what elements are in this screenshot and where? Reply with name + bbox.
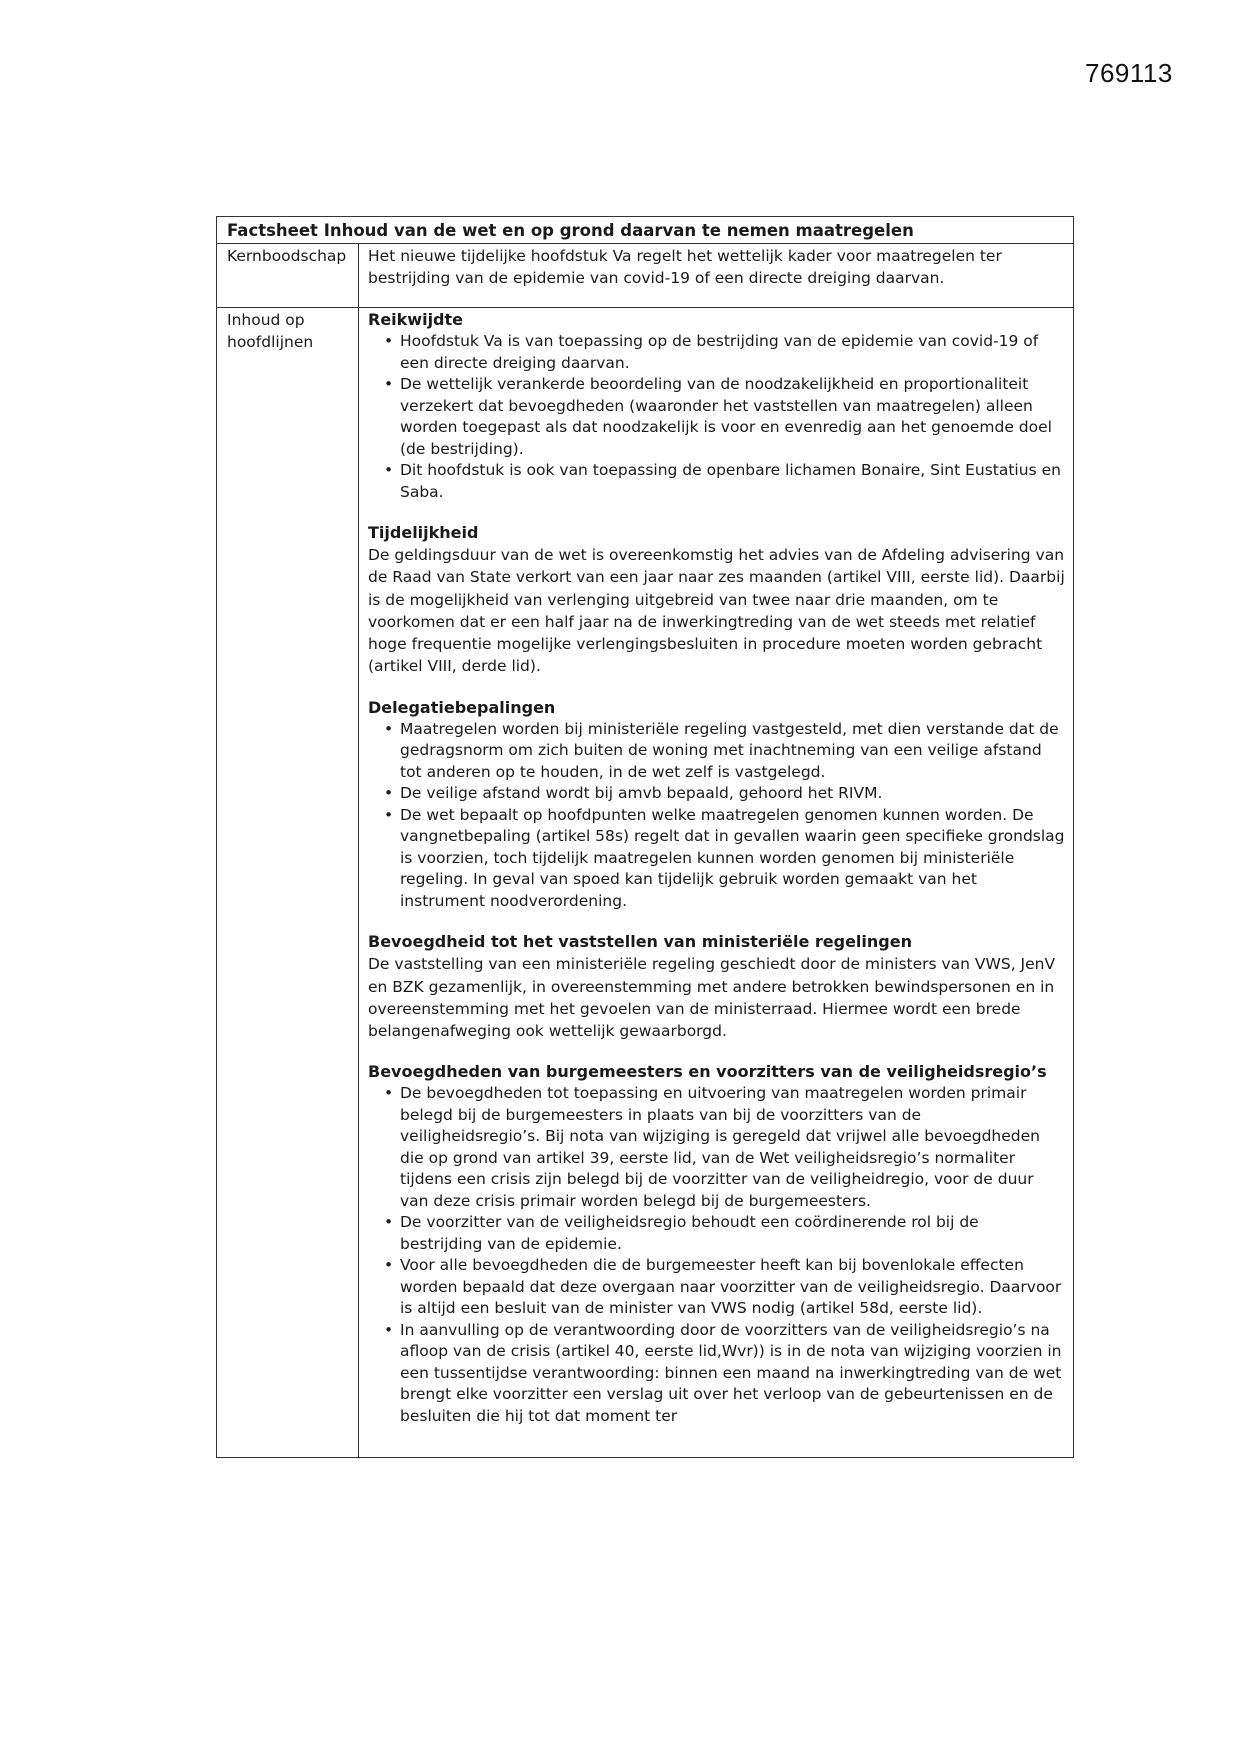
section-heading: Delegatiebepalingen	[368, 697, 556, 717]
list-item: • De wet bepaalt op hoofdpunten welke maatregelen genomen kunnen worden. De vangnetbepaling (artikel 58s) regelt dat in gevallen waarin geen specifieke grondslag is voorzien, toch tijdelijk maatregelen kunnen worden genomen bij ministeriële regeling. In geval van spoed kan tijdelijk gebruik worden gemaakt van het instrument noodverordening.	[368, 805, 1065, 913]
list-item: • Maatregelen worden bij ministeriële regeling vastgesteld, met dien verstande dat de gedragsnorm om zich buiten de woning met inachtneming van een veilige afstand tot anderen op te houden, in de wet zelf is vastgelegd.	[368, 719, 1065, 784]
section-heading: Reikwijdte	[368, 310, 463, 329]
bullet-list	[368, 1083, 1065, 1427]
paragraph: De geldingsduur van de wet is overeenkomstig het advies van de Afdeling advisering van de Raad van State verkort van een jaar naar zes maanden (artikel VIII, eerste lid). Daarbij is de mogelijkheid van verlenging uitgebreid van twee naar drie maanden, om te voorkomen dat er een half jaar na de inwerkingtreding van de wet steeds met relatief hoge frequentie mogelijke verlengingsbesluiten in procedure moeten worden gebracht (artikel VIII, derde lid).	[368, 546, 1065, 676]
section-reikwijdte	[368, 309, 1065, 503]
list-item: • Dit hoofdstuk is ook van toepassing de openbare lichamen Bonaire, Sint Eustatius en Saba.	[368, 460, 1065, 503]
factsheet-title: Factsheet Inhoud van de wet en op grond daarvan te nemen maatregelen	[227, 221, 914, 240]
list-item: • Hoofdstuk Va is van toepassing op de bestrijding van de epidemie van covid-19 of een directe dreiging daarvan.	[368, 331, 1065, 374]
kernboodschap-label: Kernboodschap	[217, 244, 359, 307]
bullet-list	[368, 331, 1065, 503]
kernboodschap-row	[217, 243, 1073, 307]
inhoud-content	[359, 308, 1073, 1457]
bullet-list	[368, 719, 1065, 913]
list-item: • Voor alle bevoegdheden die de burgemeester heeft kan bij bovenlokale effecten worden bepaald dat deze overgaan naar voorzitter van de veiligheidsregio. Daarvoor is altijd een besluit van de minister van VWS nodig (artikel 58d, eerste lid).	[368, 1255, 1065, 1320]
section-tijdelijkheid	[368, 522, 1065, 678]
factsheet-table	[216, 216, 1074, 1458]
list-item: • De wettelijk verankerde beoordeling van de noodzakelijkheid en proportionaliteit verzekert dat bevoegdheden (waaronder het vaststellen van maatregelen) alleen worden toegepast als dat noodzakelijk is voor en evenredig aan het genoemde doel (de bestrijding).	[368, 374, 1065, 460]
list-item: • De voorzitter van de veiligheidsregio behoudt een coördinerende rol bij de bestrijding van de epidemie.	[368, 1212, 1065, 1255]
list-item: • De veilige afstand wordt bij amvb bepaald, gehoord het RIVM.	[368, 783, 1065, 805]
inhoud-row	[217, 307, 1073, 1457]
page-number: 769113	[1085, 58, 1173, 88]
inhoud-label: Inhoud op hoofdlijnen	[217, 308, 359, 1457]
section-heading: Tijdelijkheid	[368, 523, 479, 542]
section-burgemeesters	[368, 1061, 1065, 1427]
list-item: • De bevoegdheden tot toepassing en uitvoering van maatregelen worden primair belegd bij de burgemeesters in plaats van bij de voorzitters van de veiligheidsregio’s. Bij nota van wijziging is geregeld dat vrijwel alle bevoegdheden die op grond van artikel 39, eerste lid, van de Wet veiligheidsregio’s normaliter tijdens een crisis zijn belegd bij de voorzitter van de veiligheidregio, voor de duur van deze crisis primair worden belegd bij de burgemeesters.	[368, 1083, 1065, 1212]
kernboodschap-text: Het nieuwe tijdelijke hoofdstuk Va regelt het wettelijk kader voor maatregelen ter bestrijding van de epidemie van covid-19 of een directe dreiging daarvan.	[368, 247, 1002, 287]
section-delegatie	[368, 697, 1065, 913]
paragraph: De vaststelling van een ministeriële regeling geschiedt door de ministers van VWS, JenV en BZK gezamenlijk, in overeenstemming met andere betrokken bewindspersonen en in overeenstemming met het gevoelen van de ministerraad. Hiermee wordt een brede belangenafweging ook wettelijk gewaarborgd.	[368, 955, 1056, 1041]
list-item: • In aanvulling op de verantwoording door de voorzitters van de veiligheidsregio’s na afloop van de crisis (artikel 40, eerste lid,Wvr)) is in de nota van wijziging voorzien in een tussentijdse verantwoording: binnen een maand na inwerkingtreding van de wet brengt elke voorzitter een verslag uit over het verloop van de gebeurtenissen en de besluiten die hij tot dat moment ter	[368, 1320, 1065, 1428]
section-bevoegdheid	[368, 931, 1065, 1042]
section-heading: Bevoegdheden van burgemeesters en voorzitters van de veiligheidsregio’s	[368, 1062, 1047, 1082]
section-heading: Bevoegdheid tot het vaststellen van ministeriële regelingen	[368, 932, 912, 952]
